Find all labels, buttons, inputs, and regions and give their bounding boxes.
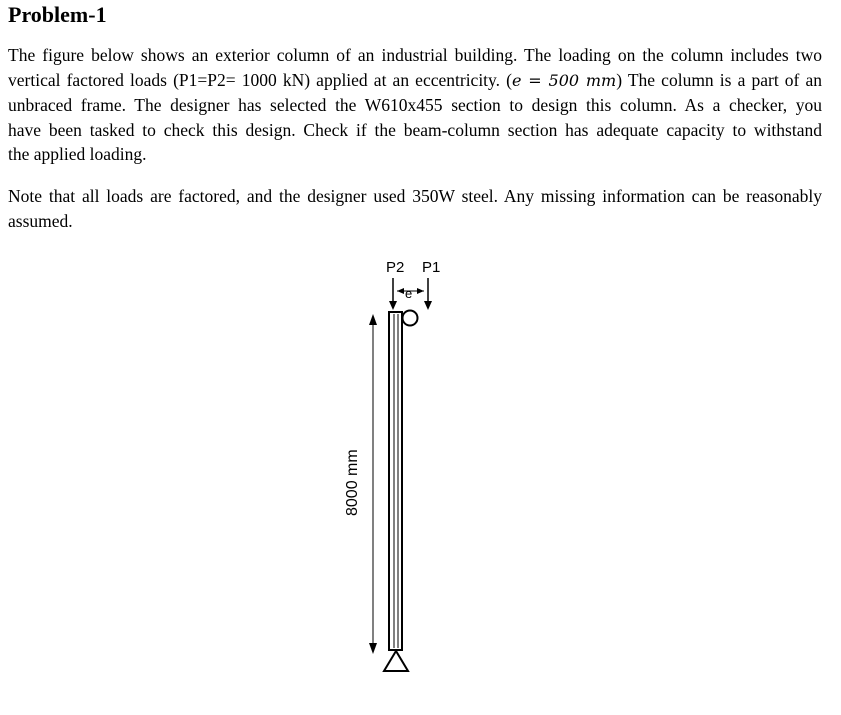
base-pin-support	[384, 651, 408, 671]
eccentricity-arrow-right	[417, 288, 424, 294]
note-paragraph	[8, 184, 822, 233]
load-arrowhead-p2	[389, 301, 397, 310]
note-line-2: assumed.	[8, 210, 73, 231]
top-pin	[403, 311, 418, 326]
length-arrow-top	[369, 314, 377, 325]
load-arrowhead-p1	[424, 301, 432, 310]
problem-line-1: The figure below shows an exterior column of an industrial building. The loading on the column includes two	[8, 45, 822, 65]
problem-line-3: unbraced frame. The designer has selected the W610x455 section to design this column. As a checker, you	[8, 95, 822, 115]
problem-line-2-tail: ) The column is a part of an	[616, 69, 823, 90]
eccentricity-arrow-left	[397, 288, 404, 294]
eccentricity-expression: e = 500 mm	[511, 70, 617, 90]
problem-line-2-text: vertical factored loads (P1=P2= 1000 kN) applied at an eccentricity. (	[8, 69, 512, 90]
load-label-p2: P2	[386, 259, 405, 276]
problem-heading: Problem-1	[8, 2, 107, 27]
problem-statement	[8, 43, 822, 167]
column-length-label: 8000 mm	[344, 449, 361, 516]
problem-line-2	[8, 68, 822, 94]
problem-line-5: the applied loading.	[8, 144, 147, 164]
load-label-p1: P1	[422, 259, 441, 276]
length-arrow-bottom	[369, 643, 377, 654]
note-line-1: Note that all loads are factored, and the designer used 350W steel. Any missing information can be reasonably	[8, 186, 822, 206]
problem-line-4: have been tasked to check this design. Check if the beam-column section has adequate capacity to withstand	[8, 119, 822, 140]
eccentricity-label: e	[405, 286, 413, 301]
column-web	[389, 312, 402, 650]
